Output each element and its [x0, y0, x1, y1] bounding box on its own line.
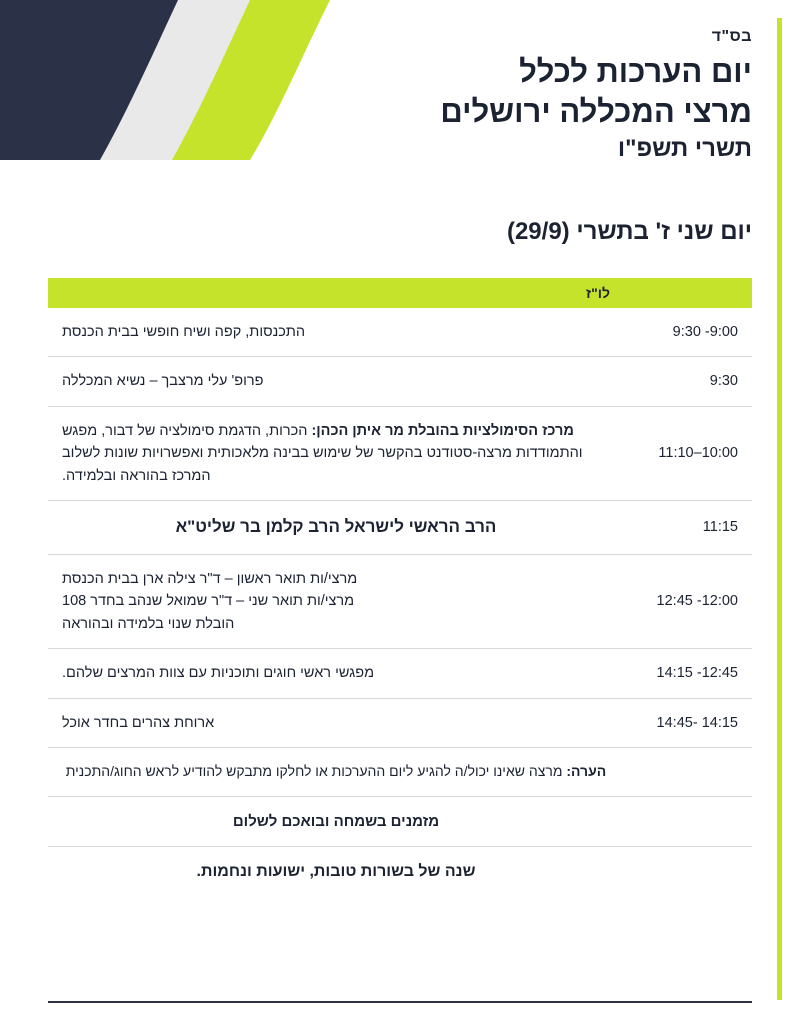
page-title-line2: מרצי המכללה ירושלים: [440, 94, 752, 130]
schedule-time: [624, 846, 752, 897]
table-row: [48, 357, 752, 406]
page-subtitle: תשרי תשפ"ו: [617, 134, 752, 162]
schedule-description: הרב הראשי לישראל הרב קלמן בר שליט"א: [48, 501, 624, 554]
schedule-description: הערה: מרצה שאינו יכול/ה להגיע ליום ההערכות או לחלקו מתבקש להודיע לראש החוג/התכנית: [48, 748, 624, 797]
table-row: [48, 649, 752, 698]
schedule-time: 9:00- 9:30: [672, 324, 738, 340]
schedule-table-body: [48, 308, 752, 898]
schedule-time: 9:30: [624, 357, 752, 406]
schedule-time: 12:00- 12:45: [624, 554, 752, 648]
right-accent-bar: [777, 18, 782, 1000]
schedule-table-head: [48, 278, 752, 308]
schedule-description: מפגשי ראשי חוגים ותוכניות עם צוות המרצים שלהם.: [48, 649, 624, 698]
schedule-description-emphasis: מרכז הסימולציות בהובלת מר איתן הכהן:: [311, 422, 574, 439]
schedule-time: 11:15: [624, 501, 752, 554]
title-block: [322, 28, 752, 163]
schedule-description: פרופ' עלי מרצבך – נשיא המכללה: [48, 357, 624, 406]
table-header-row: [48, 278, 752, 308]
table-row: [48, 554, 752, 648]
schedule-description: ארוחת צהרים בחדר אוכל: [48, 698, 624, 747]
schedule-description: מרכז הסימולציות בהובלת מר איתן הכהן: הכרות, הדגמת סימולציה של דבור, מפגש והתמודדות מרצה-סטודנט בהקשר של שימוש בבינה מלאכותית ואפשרויות שונות לשלוב המרכז בהוראה ובלמידה.: [48, 406, 624, 500]
table-row: [48, 748, 752, 797]
table-row: [48, 698, 752, 747]
schedule-table: [48, 278, 752, 898]
table-row: [48, 308, 752, 357]
schedule-description: התכנסות, קפה ושיח חופשי בבית הכנסת: [62, 324, 306, 340]
page-title-line1: יום הערכות לכלל: [519, 54, 752, 89]
schedule-time: 10:00–11:10: [624, 406, 752, 500]
schedule-description: מזמנים בשמחה ובואכם לשלום: [48, 796, 624, 846]
bsd-label: בס"ד: [711, 28, 752, 45]
table-row: [48, 796, 752, 846]
schedule-time: 12:45- 14:15: [624, 649, 752, 698]
table-row: [48, 406, 752, 500]
column-header-time: [624, 278, 752, 308]
schedule-description-emphasis: הערה:: [566, 763, 607, 780]
schedule-description: מרצי/ות תואר ראשון – ד"ר צילה ארן בבית הכנסת מרצי/ות תואר שני – ד"ר שמואל שנהב בחדר 108 הובלת שנוי בלמידה ובהוראה: [48, 554, 624, 648]
schedule-time: [624, 796, 752, 846]
event-day-line: יום שני ז' בתשרי (29/9): [506, 218, 752, 245]
table-row: [48, 846, 752, 897]
schedule-time: [624, 748, 752, 797]
bottom-divider: [48, 1001, 752, 1003]
page-title: [322, 52, 752, 133]
schedule-time: 14:15 -14:45: [624, 698, 752, 747]
table-row: [48, 501, 752, 554]
column-header-agenda: לו"ז: [48, 278, 624, 308]
schedule-description: שנה של בשורות טובות, ישועות ונחמות.: [48, 846, 624, 897]
